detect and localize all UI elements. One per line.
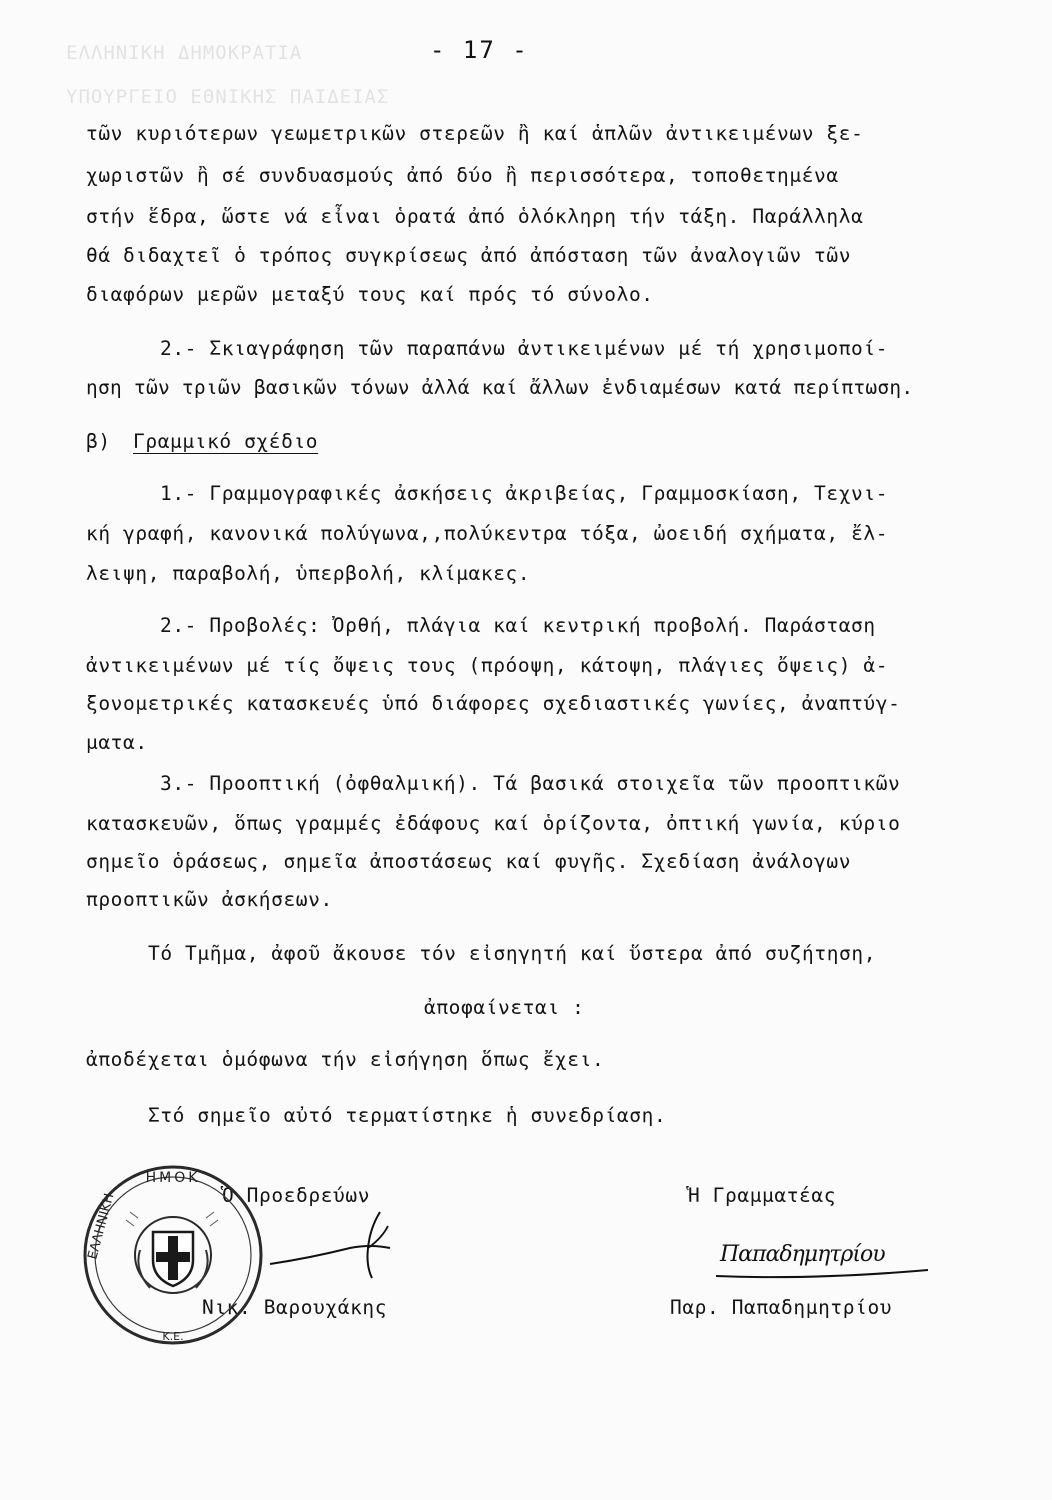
text-line: ἀντικειμένων μέ τίς ὄψεις τους (πρόοψη, κάτοψη, πλάγιες ὄψεις) ἀ- — [86, 654, 889, 677]
svg-text:Κ.Ε.: Κ.Ε. — [162, 1330, 184, 1343]
bleed-through-line: ΥΠΟΥΡΓΕΙΟ ΕΘΝΙΚΗΣ ΠΑΙΔΕΙΑΣ — [66, 86, 390, 108]
signatory-name-left: Νικ. Βαρουχάκης — [202, 1296, 388, 1319]
text-line: ηση τῶν τριῶν βασικῶν τόνων ἀλλά καί ἄλλων ἐνδιαμέσων κατά περίπτωση. — [86, 376, 914, 399]
text-line: λειψη, παραβολή, ὑπερβολή, κλίμακες. — [86, 562, 531, 585]
text-line: στήν ἕδρα, ὥστε νά εἶναι ὁρατά ἀπό ὁλόκληρη τήν τάξη. Παράλληλα — [86, 205, 864, 228]
text-line: σημεῖο ὁράσεως, σημεῖα ἀποστάσεως καί φυγῆς. Σχεδίαση ἀνάλογων — [86, 850, 852, 873]
text-line: θά διδαχτεῖ ὁ τρόπος συγκρίσεως ἀπό ἀπόσταση τῶν ἀναλογιῶν τῶν — [86, 244, 852, 267]
text-line: Στό σημεῖο αὐτό τερματίστηκε ἡ συνεδρίαση. — [148, 1104, 667, 1127]
text-line: ματα. — [86, 731, 148, 754]
signature-left — [250, 1208, 400, 1298]
decision-word: ἀποφαίνεται : — [424, 996, 585, 1019]
signature-right — [712, 1240, 942, 1290]
section-prefix: β) — [86, 430, 111, 453]
svg-text:ΗΜΟΚ: ΗΜΟΚ — [145, 1170, 201, 1186]
signatory-title-right: Ἡ Γραμματέας — [688, 1184, 837, 1207]
text-line: χωριστῶν ἢ σέ συνδυασμούς ἀπό δύο ἢ περισσότερα, τοποθετημένα — [86, 164, 839, 187]
text-line: κατασκευῶν, ὅπως γραμμές ἐδάφους καί ὁρίζοντα, ὀπτική γωνία, κύριο — [86, 812, 901, 835]
text-line: κή γραφή, κανονικά πολύγωνα,,πολύκεντρα τόξα, ὠοειδή σχήματα, ἔλ- — [86, 522, 889, 545]
text-line: ἀποδέχεται ὁμόφωνα τήν εἰσήγηση ὅπως ἔχει. — [86, 1048, 605, 1071]
handwritten-signature-text: Παπαδημητρίου — [720, 1242, 885, 1267]
section-heading — [86, 430, 318, 453]
bleed-through-line: ΕΛΛΗΝΙΚΗ ΔΗΜΟΚΡΑΤΙΑ — [66, 42, 303, 64]
text-line: διαφόρων μερῶν μεταξύ τους καί πρός τό σύνολο. — [86, 283, 654, 306]
text-line: 3.- Προοπτική (ὀφθαλμική). Τά βασικά στοιχεῖα τῶν προοπτικῶν — [160, 772, 901, 795]
text-line: 2.- Σκιαγράφηση τῶν παραπάνω ἀντικειμένων μέ τή χρησιμοποί- — [160, 337, 889, 360]
text-line: 1.- Γραμμογραφικές ἀσκήσεις ἀκριβείας, Γραμμοσκίαση, Τεχνι- — [160, 482, 889, 505]
text-line: προοπτικῶν ἀσκήσεων. — [86, 888, 333, 911]
text-line: ξονομετρικές κατασκευές ὑπό διάφορες σχεδιαστικές γωνίες, ἀναπτύγ- — [86, 692, 901, 715]
text-line: 2.- Προβολές: Ὀρθή, πλάγια καί κεντρική προβολή. Παράσταση — [160, 614, 876, 637]
svg-text:ΕΛΛΗΝΙΚΗ: ΕΛΛΗΝΙΚΗ — [85, 1191, 118, 1262]
page-number: - 17 - — [430, 36, 529, 64]
text-line: τῶν κυριότερων γεωμετρικῶν στερεῶν ἢ καί ἁπλῶν ἀντικειμένων ξε- — [86, 122, 864, 145]
signatory-title-left: Ὁ Προεδρεύων — [222, 1184, 371, 1207]
section-title: Γραμμικό σχέδιο — [133, 430, 319, 453]
text-line: Τό Τμῆμα, ἀφοῦ ἄκουσε τόν εἰσηγητή καί ὕστερα ἀπό συζήτηση, — [148, 942, 877, 965]
official-stamp-seal — [78, 1160, 268, 1350]
signatory-name-right: Παρ. Παπαδημητρίου — [670, 1296, 893, 1319]
